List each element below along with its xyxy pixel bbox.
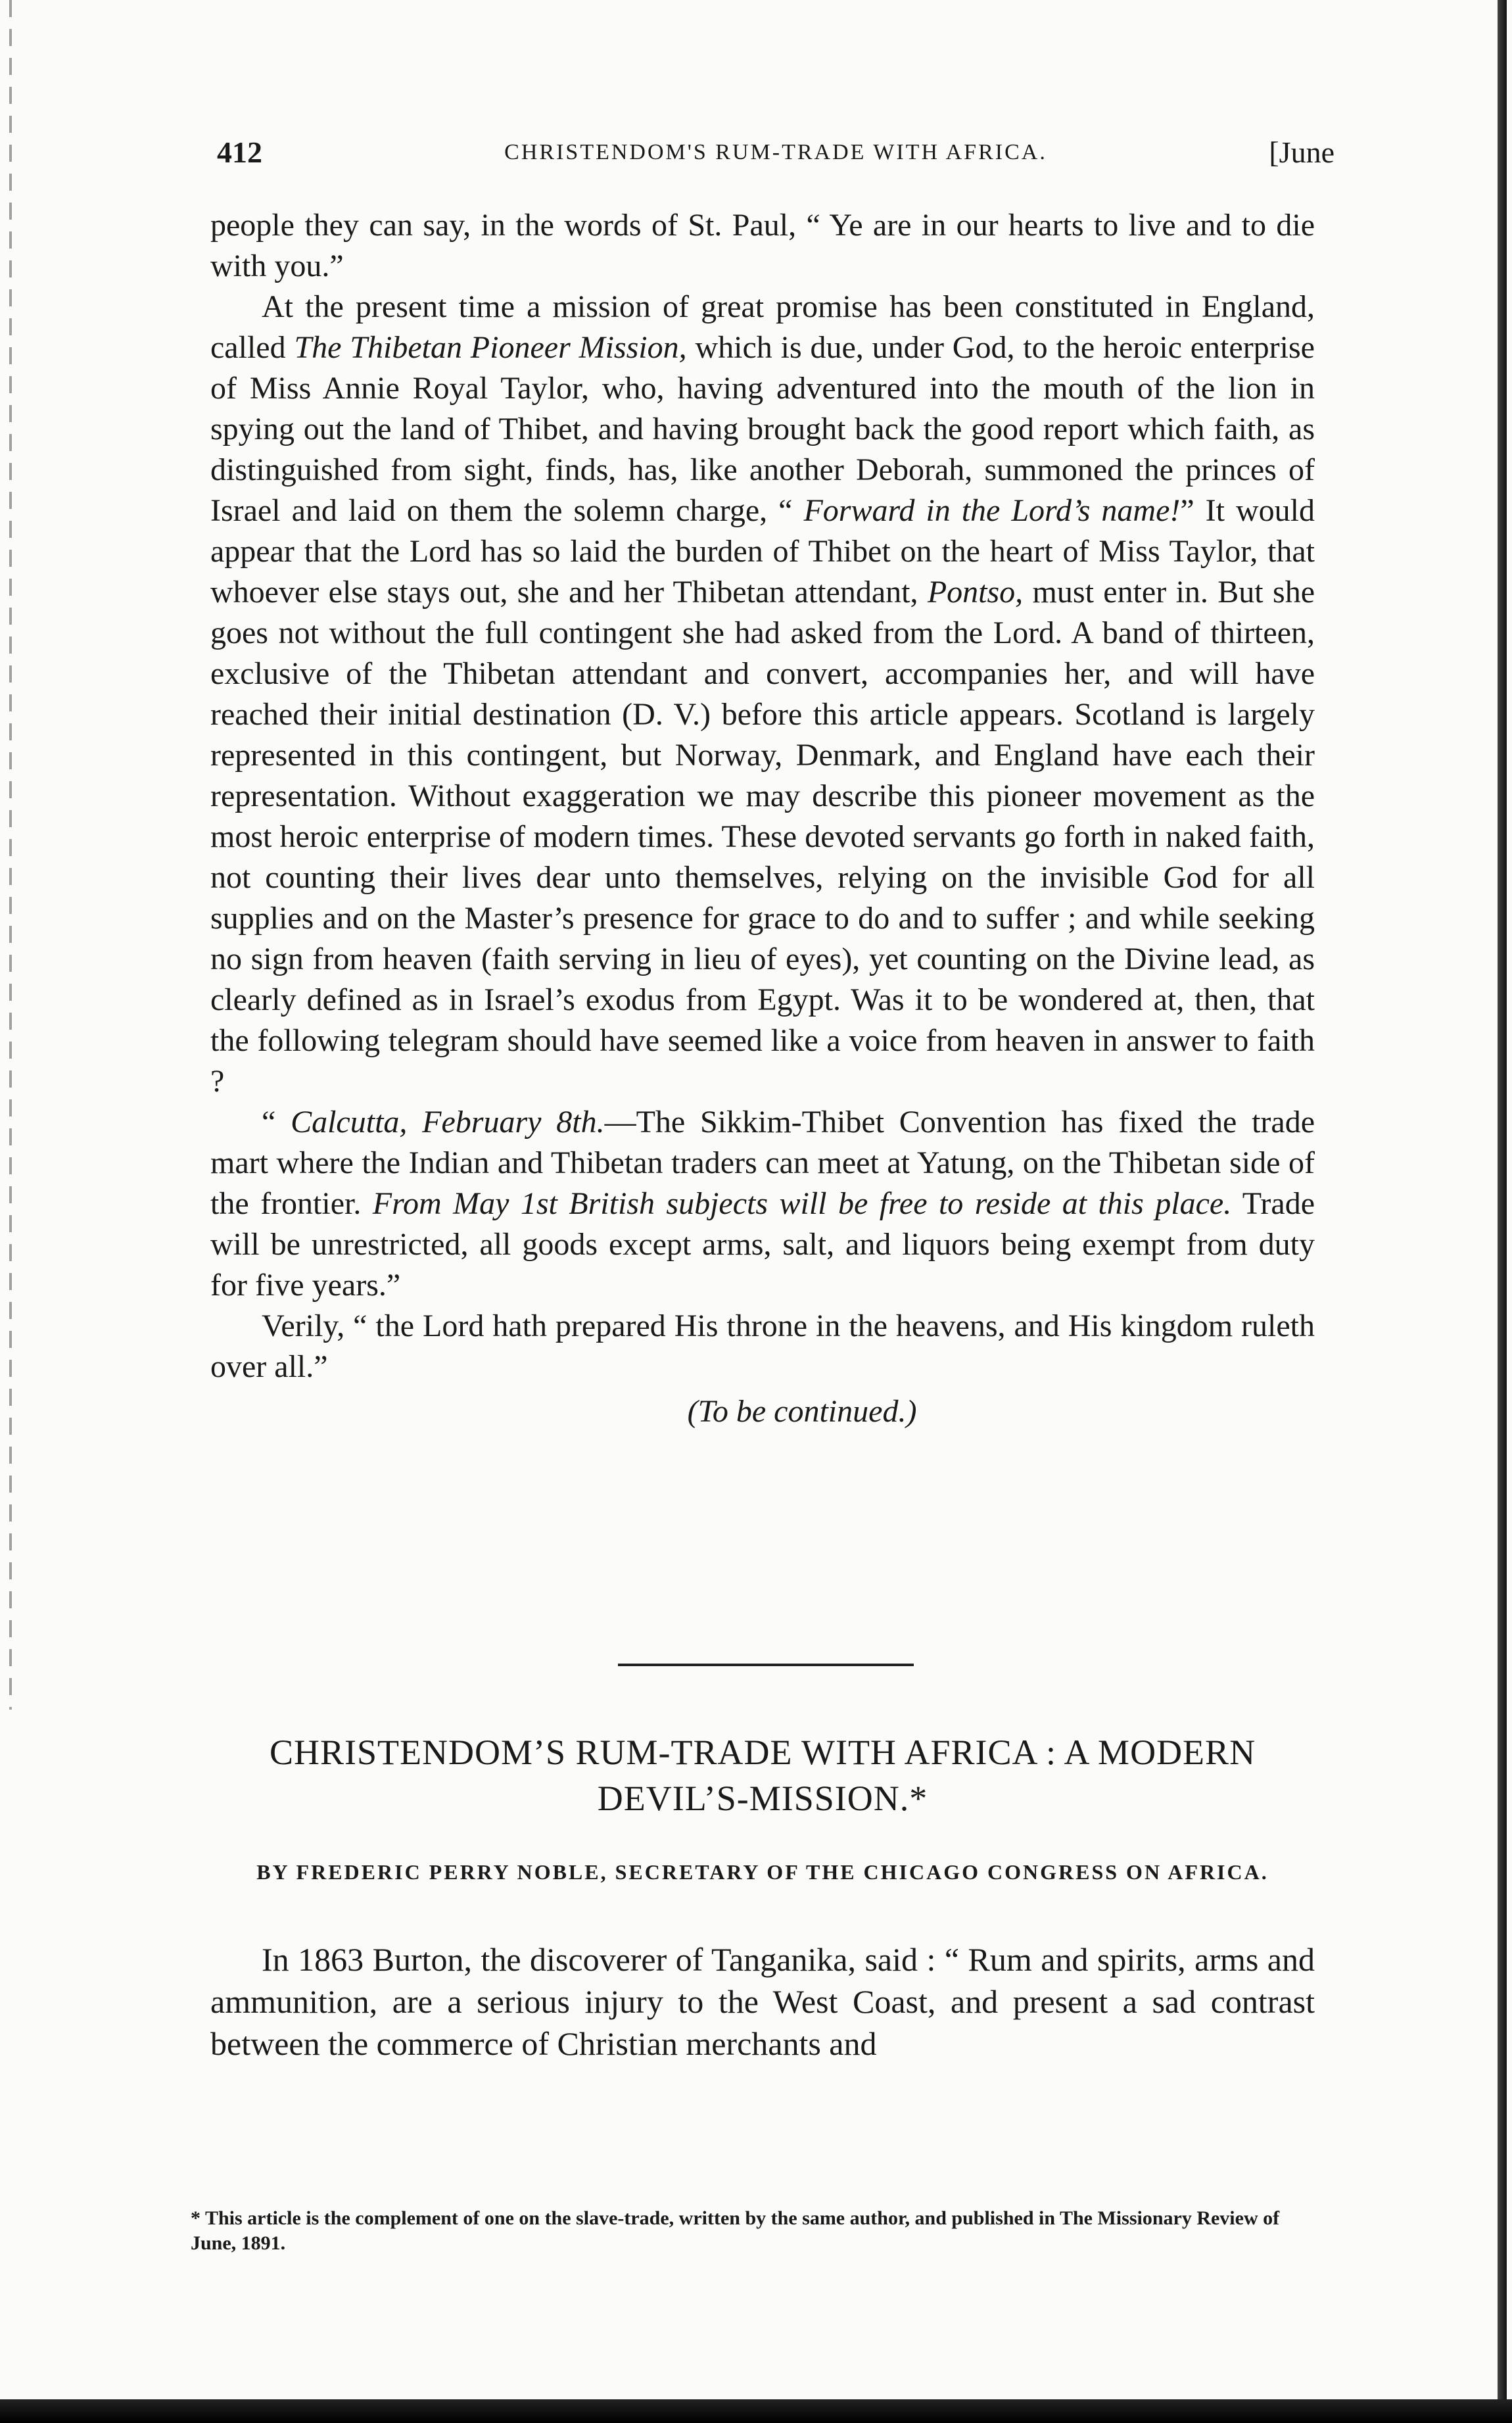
italic-attendant-name: Pontso, — [927, 575, 1024, 610]
text-run: which is due, under God, to the heroic enterprise of Miss Annie Royal Taylor, who, having adventured into the mouth of the lion in spying out the land of Thibet, and having brought back the good report which faith, as distinguished from sight, finds, has, like another Deborah, summoned the princes of Israel and laid on them the solemn charge, “ — [210, 330, 1315, 528]
italic-mission-name: The Thibetan Pioneer Mission, — [294, 330, 687, 365]
italic-dateline: Calcutta, February 8th. — [291, 1105, 605, 1140]
italic-charge: Forward in the Lord’s name! — [803, 493, 1181, 528]
page-edge-bottom — [0, 2399, 1512, 2423]
running-title: CHRISTENDOM'S RUM-TRADE WITH AFRICA. — [504, 140, 1047, 164]
article-text — [210, 1938, 1315, 2065]
article-title: CHRISTENDOM’S RUM-TRADE WITH AFRICA : A MODERN DEVIL’S-MISSION.* — [269, 1733, 1256, 1818]
italic-residence: From May 1st British subjects will be free to reside at this place. — [372, 1186, 1232, 1221]
paragraph-verily: Verily, “ the Lord hath prepared His throne in the heavens, and His kingdom ruleth over all.” — [210, 1308, 1315, 1384]
running-head — [217, 135, 1335, 174]
page-number: 412 — [217, 135, 262, 169]
page-edge-left — [9, 0, 12, 1710]
page-edge-right — [1498, 0, 1507, 2423]
text-run: ” It would appear that the Lord has so laid the burden of Thibet on the heart of Miss Taylor, that whoever else stays out, she and her Thibetan attendant, — [210, 493, 1315, 610]
paragraph-mission — [210, 287, 1315, 1102]
running-date: [June — [1269, 135, 1335, 169]
to-be-continued: (To be continued.) — [687, 1394, 917, 1429]
text-run: must enter in. But she goes not without the full contingent she had asked from the Lord. A band of thirteen, exclusive of the Thibetan attendant and convert, accompanies her, and will have reached their initial destination (D. V.) before this article appears. Scotland is largely represented in this contingent, but Norway, Denmark, and England have each their representation. Without exaggeration we may describe this pioneer movement as the most heroic enterprise of modern times. These devoted servants go forth in naked faith, not counting their lives dear unto themselves, relying on the invisible God for all supplies and on the Master’s presence for grace to do and to suffer ; and while seeking no sign from heaven (faith serving in lieu of eyes), yet counting on the Divine lead, as clearly defined as in Israel’s exodus from Egypt. Was it to be wondered at, then, that the following telegram should have seemed like a voice from heaven in answer to faith ? — [210, 575, 1315, 1099]
section-divider — [618, 1664, 914, 1666]
main-text — [210, 205, 1315, 1432]
text-run: —The Sikkim-Thibet Convention has fixed the trade mart where the Indian and Thibetan traders can meet at Yatung, on the Thibetan side of the frontier. — [210, 1105, 1315, 1221]
text-run: Trade will be unrestricted, all goods except arms, salt, and liquors being exempt from duty for five years.” — [210, 1186, 1315, 1303]
paragraph-telegram — [210, 1102, 1315, 1306]
text-run: At the present time a mission of great promise has been constituted in England, called — [210, 289, 1315, 365]
text-run: “ — [262, 1105, 291, 1140]
article-paragraph: In 1863 Burton, the discoverer of Tanganika, said : “ Rum and spirits, arms and ammunition, are a serious injury to the West Coast, and present a sad contrast between the commerce of Christian merchants and — [210, 1941, 1315, 2062]
article-byline: BY FREDERIC PERRY NOBLE, SECRETARY OF THE CHICAGO CONGRESS ON AFRICA. — [256, 1860, 1269, 1884]
paragraph-continuation: people they can say, in the words of St. Paul, “ Ye are in our hearts to live and to die with you.” — [210, 208, 1315, 283]
footnote: * This article is the complement of one on the slave-trade, written by the same author, and published in The Missionary Review of June, 1891. — [191, 2207, 1280, 2254]
